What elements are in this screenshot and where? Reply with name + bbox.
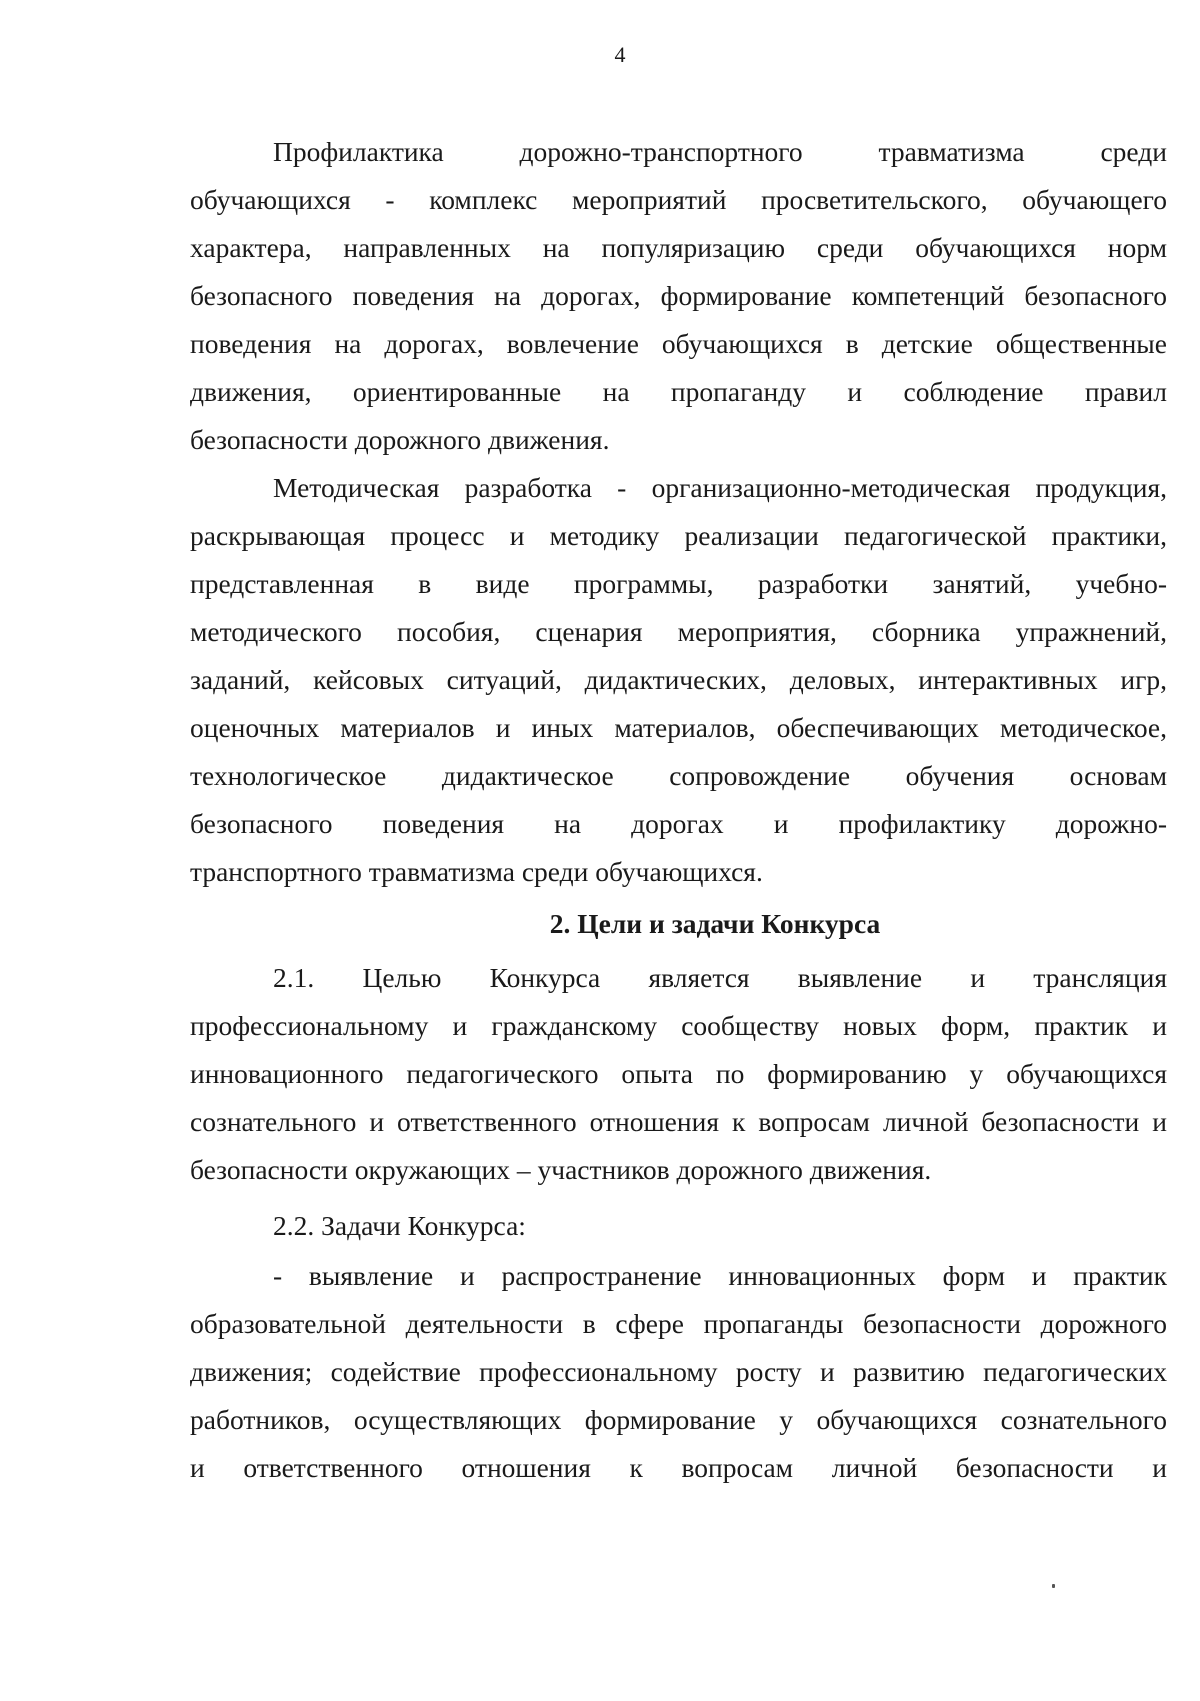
text-line: поведения на дорогах, вовлечение обучающихся в детские общественные xyxy=(190,328,1167,359)
text-line: Профилактика дорожно-транспортного травматизма среди xyxy=(273,136,1167,167)
text-line: инновационного педагогического опыта по формированию у обучающихся xyxy=(190,1058,1167,1089)
text-line: Методическая разработка - организационно-методическая продукция, xyxy=(273,472,1167,503)
text-line: - выявление и распространение инновационных форм и практик xyxy=(273,1260,1167,1291)
text-line: транспортного травматизма среди обучающихся. xyxy=(190,856,763,887)
text-line: представленная в виде программы, разработки занятий, учебно- xyxy=(190,568,1167,599)
text-line: заданий, кейсовых ситуаций, дидактических, деловых, интерактивных игр, xyxy=(190,664,1167,695)
text-line: безопасного поведения на дорогах и профилактику дорожно- xyxy=(190,808,1167,839)
text-line: движения; содействие профессиональному росту и развитию педагогических xyxy=(190,1356,1167,1387)
text-line: безопасности дорожного движения. xyxy=(190,424,610,455)
text-line: обучающихся - комплекс мероприятий просветительского, обучающего xyxy=(190,184,1167,215)
text-line: безопасного поведения на дорогах, формирование компетенций безопасного xyxy=(190,280,1167,311)
text-line: безопасности окружающих – участников дорожного движения. xyxy=(190,1154,932,1185)
section-heading: 2. Цели и задачи Конкурса xyxy=(549,908,881,939)
text-line: сознательного и ответственного отношения к вопросам личной безопасности и xyxy=(190,1106,1167,1137)
text-line: и ответственного отношения к вопросам личной безопасности и xyxy=(190,1452,1167,1483)
text-line: раскрывающая процесс и методику реализации педагогической практики, xyxy=(190,520,1167,551)
text-line: образовательной деятельности в сфере пропаганды безопасности дорожного xyxy=(190,1308,1167,1339)
text-line: методического пособия, сценария мероприятия, сборника упражнений, xyxy=(190,616,1167,647)
text-line: профессиональному и гражданскому сообществу новых форм, практик и xyxy=(190,1010,1167,1041)
scan-speck xyxy=(1052,1584,1055,1588)
page-number: 4 xyxy=(614,42,626,67)
text-line: работников, осуществляющих формирование у обучающихся сознательного xyxy=(190,1404,1167,1435)
text-line: технологическое дидактическое сопровождение обучения основам xyxy=(190,760,1167,791)
text-line: движения, ориентированные на пропаганду и соблюдение правил xyxy=(190,376,1167,407)
text-line: характера, направленных на популяризацию среди обучающихся норм xyxy=(190,232,1167,263)
text-line: 2.1. Целью Конкурса является выявление и трансляция xyxy=(273,962,1167,993)
text-line: оценочных материалов и иных материалов, обеспечивающих методическое, xyxy=(190,712,1167,743)
text-line: 2.2. Задачи Конкурса: xyxy=(273,1210,526,1241)
